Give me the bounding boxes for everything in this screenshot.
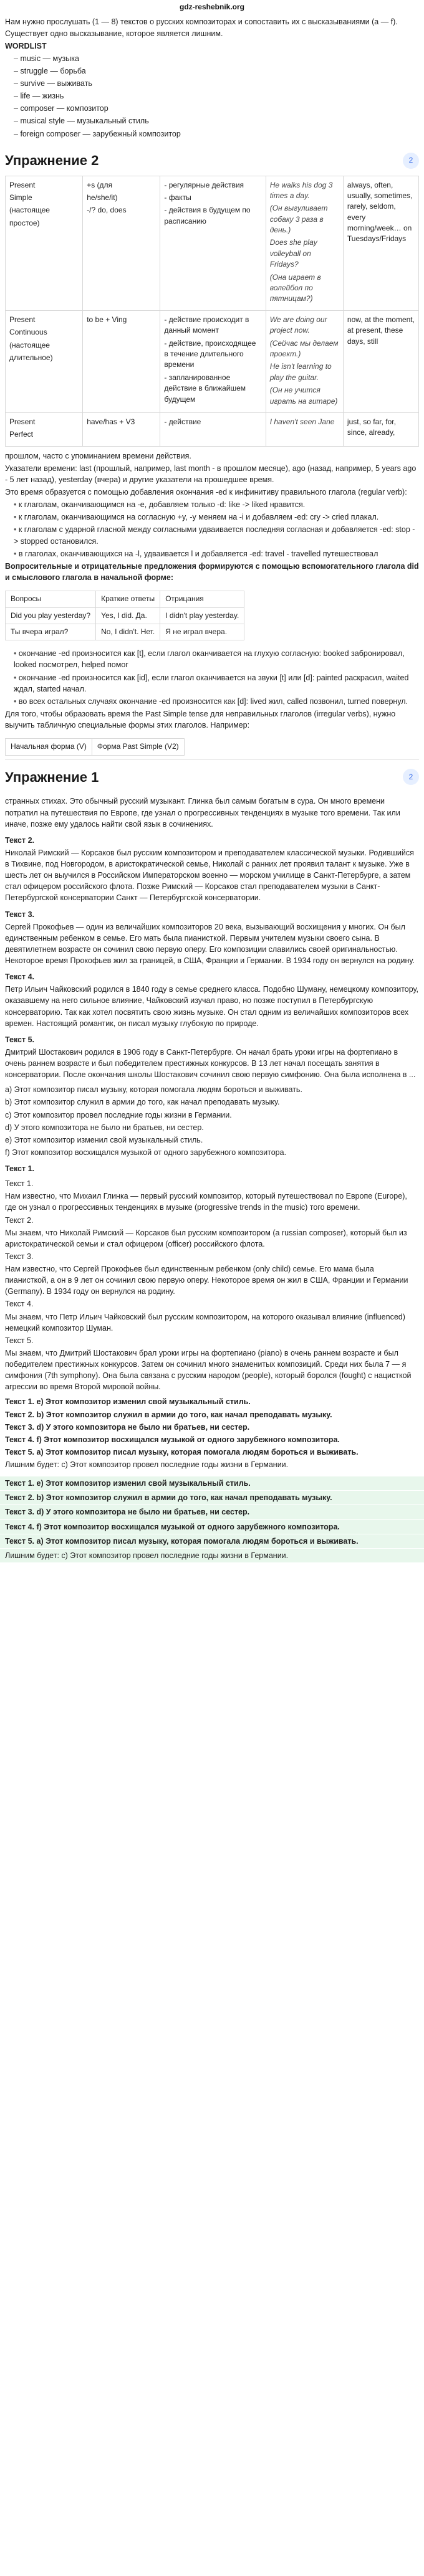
word-item: – foreign composer — зарубежный композитор — [14, 128, 419, 140]
example-cell — [266, 310, 343, 412]
cell-line: Does she play volleyball on Fridays? — [269, 238, 317, 269]
table-cell: I didn't play yesterday. — [160, 607, 244, 624]
cell-line: (настоящее — [9, 206, 50, 215]
table-row — [6, 176, 419, 310]
questions-text: Вопросительные и отрицательные предложения формируются с помощью вспомогательного глагола did и смыслового глагола в начальной форме: — [5, 561, 419, 582]
text-label: Текст 1. — [5, 1164, 35, 1174]
usage-cell — [160, 412, 266, 446]
text-label: Текст 3. — [5, 910, 35, 919]
formation-text: Это время образуется с помощью добавления окончания -ed к инфинитиву правильного глагола (regular verb): — [5, 488, 407, 497]
cell-line: Present — [9, 180, 36, 189]
text-body: Мы знаем, что Николай Римский — Корсаков был русским композитором (a russian composer), который был из аристократической семьи и стал офицером (officer) российского флота. — [5, 1228, 407, 1248]
cell-line: - регулярные действия — [164, 180, 244, 189]
list-item: • к глаголам, оканчивающимся на -e, добавляем только -d: like -> liked нравится. — [14, 499, 419, 510]
pronunciation-section — [0, 644, 424, 734]
table-row — [6, 739, 185, 755]
cell-line: - действие, происходящее в течение длительного времени — [164, 338, 256, 369]
usage-cell — [160, 176, 266, 310]
table-header: Вопросы — [6, 591, 96, 607]
cell-line: -/? do, does — [87, 206, 127, 215]
form-cell — [83, 176, 160, 310]
table-row — [6, 591, 244, 607]
word-item: – music — музыка — [14, 53, 419, 64]
cell-line: Present — [9, 315, 36, 324]
cell-line: He isn't learning to play the guitar. — [269, 362, 332, 382]
text-body: Петр Ильич Чайковский родился в 1840 году в семье среднего класса. Подобно Шуману, немецкому композитору, оказавшему на него сильное влияние, Чайковский изучал право, но позже поступил в Петербургскую консерваторию. Так как хотел посвятить свою жизнь музыке. Он стал одним из величайших композиторов всех времен. Настоящий романтик, он писал музыку глубокую по природе. — [5, 985, 419, 1028]
answer-line: Текст 4. f) Этот композитор восхищался музыкой от одного зарубежного композитора. — [0, 1520, 424, 1534]
text-label: Текст 5. — [5, 1336, 34, 1345]
cell-line: - действие происходит в данный момент — [164, 315, 249, 335]
cell-line: now, at the moment, at present, these days, still — [347, 315, 415, 346]
markers-cell — [343, 310, 418, 412]
cell-line: +s (для — [87, 180, 113, 189]
list-item: • окончание -ed произносится как [id], если глагол оканчивается на звуки [t] или [d]: painted раскрасил, waited ждал, started начал. — [14, 672, 419, 695]
cell-line: - действия в будущем по расписанию — [164, 206, 251, 226]
cell-line: have/has + V3 — [87, 417, 135, 426]
text-label: Текст 3. — [5, 1252, 34, 1261]
table-header: Отрицания — [160, 591, 244, 607]
text-body: Мы знаем, что Петр Ильич Чайковский был русским композитором, на которого оказывал влияние (influenced) немецкий композитор Шуман. — [5, 1312, 405, 1333]
overlap-text: странных стихах. Это обычный русский музыкант. Глинка был самым богатым в сура. Он много времени потратил на путешествия по Европе, где узнал о прогрессивных тенденциях в музыке того времени. Так или иначе, позже ему удалось найти свой язык в сочинениях. — [5, 797, 400, 829]
tense-cell — [6, 310, 83, 412]
cell-line: I haven't seen Jane — [269, 417, 335, 426]
statement: b) Этот композитор служил в армии до того, как начал преподавать музыку. — [5, 1098, 280, 1107]
extra-statement: Лишним будет: c) Этот композитор провел последние годы жизни в Германии. — [0, 1549, 424, 1562]
extra-statement: Лишним будет: c) Этот композитор провел последние годы жизни в Германии. — [5, 1460, 289, 1470]
table-cell: Я не играл вчера. — [160, 624, 244, 640]
watermark: gdz-reshebnik.org — [179, 2, 244, 11]
tense-cell — [6, 412, 83, 446]
tenses-table — [5, 176, 419, 447]
cell-line: (Он не учится играть на гитаре) — [269, 386, 338, 406]
word-item: – life — жизнь — [14, 90, 419, 102]
cell-line: to be + Ving — [87, 315, 127, 324]
exercise1-title: Упражнение 1 — [5, 769, 99, 785]
answer-line: Текст 5. a) Этот композитор писал музыку, которая помогала людям бороться и выживать. — [0, 1534, 424, 1548]
cell-line: Continuous — [9, 328, 47, 337]
explanations — [5, 1178, 419, 1392]
statement: f) Этот композитор восхищался музыкой от одного зарубежного композитора. — [5, 1148, 287, 1157]
answer-line: Текст 1. e) Этот композитор изменил свой музыкальный стиль. — [5, 1397, 251, 1407]
word-item: – struggle — борьба — [14, 65, 419, 77]
text-label: Текст 5. — [5, 1035, 35, 1044]
markers-cell — [343, 176, 418, 310]
answers-block-2 — [0, 1476, 424, 1562]
list-item: • в глаголах, оканчивающихся на -l, удваивается l и добавляется -ed: travel - travelled путешествовал — [14, 548, 419, 559]
table-header: Форма Past Simple (V2) — [92, 739, 184, 755]
word-item: – musical style — музыкальный стиль — [14, 115, 419, 126]
tense-cell — [6, 176, 83, 310]
example-cell — [266, 176, 343, 310]
cell-line: - факты — [164, 192, 191, 202]
answers-block-1 — [5, 1396, 419, 1470]
cell-line: he/she/it) — [87, 192, 118, 202]
text-body: Мы знаем, что Дмитрий Шостакович брал уроки игры на фортепиано (piano) в очень раннем возрасте и был победителем престижных конкурсов. Затем он сочинил много знаменитых композиций. Среди них была 7 — я симфония (7th symphony). Она была связана с русским народом (people), который боролся (fought) с нацисткой агрессии во время Второй мировой войны. — [5, 1348, 412, 1392]
word-item: – survive — выживать — [14, 78, 419, 89]
list-item: • к глаголам с ударной гласной между согласными удваивается последняя согласная и добавляется -ed: stop -> stopped остановился. — [14, 524, 419, 546]
exercise2-badge[interactable]: 2 — [403, 153, 419, 169]
list-item: • к глаголам, оканчивающимся на согласную +y, -y меняем на -i и добавляем -ed: cry -> cried плакал. — [14, 511, 419, 523]
answer-line: Текст 2. b) Этот композитор служил в армии до того, как начал преподавать музыку. — [5, 1410, 332, 1419]
wordlist-title: WORDLIST — [5, 41, 47, 50]
exercise1-badge[interactable]: 2 — [403, 769, 419, 785]
cell-line: He walks his dog 3 times a day. — [269, 180, 333, 200]
text-body: Нам известно, что Михаил Глинка — первый русский композитор, который путешествовал по Европе (Europe), где он узнал о прогрессивных тенденциях в музыке (progressive trends in the music) того времени. — [5, 1192, 407, 1212]
form-cell — [83, 310, 160, 412]
text-body: Нам известно, что Сергей Прокофьев был единственным ребенком (only child) семье. Его мама была пианисткой, а он в 9 лет он сочинил свою первую оперу. Некоторое время он жил в США, Франции и Германии (Germany). В 1934 году он вернулся на родину. — [5, 1265, 408, 1296]
exercise2-header — [0, 143, 424, 176]
table-row — [6, 607, 244, 624]
text-body: Сергей Прокофьев — один из величайших композиторов 20 века, вызывающий восхищения у многих. Он был единственным ребенком в семье. Его мать была пианисткой. Первым учителем музыки своего сына. В девятилетнем возрасте он сочинил свою первую оперу. Его композиции славились своей оригинальностью. Некоторое время Прокофьев жил за границей, в США, Франции и Германии. В 1934 году он вернулся на родину. — [5, 922, 415, 966]
pronunciation-list — [5, 648, 419, 707]
statement: c) Этот композитор провел последние годы жизни в Германии. — [5, 1110, 232, 1119]
wordlist — [5, 53, 419, 140]
cell-line: - действие — [164, 417, 201, 426]
text-label: Текст 2. — [5, 835, 35, 845]
statement: a) Этот композитор писал музыку, которая помогала людям бороться и выживать. — [5, 1085, 302, 1095]
continued-text: прошлом, часто с упоминанием времени действия. — [5, 451, 191, 460]
answer-line: Текст 1. e) Этот композитор изменил свой музыкальный стиль. — [0, 1476, 424, 1490]
table-cell: No, I didn't. Нет. — [96, 624, 160, 640]
past-markers: Указатели времени: last (прошлый, например, last month - в прошлом месяце), ago (назад, например, 5 years ago - 5 лет назад), yesterday (вчера) и другие указатели на прошедшее время. — [5, 463, 417, 484]
cell-line: длительное) — [9, 353, 53, 362]
statement: d) У этого композитора не было ни братьев, ни сестер. — [5, 1123, 204, 1132]
exercise1-body — [0, 792, 424, 1474]
answer-line: Текст 4. f) Этот композитор восхищался музыкой от одного зарубежного композитора. — [5, 1435, 340, 1444]
text-label: Текст 4. — [5, 1300, 34, 1309]
table-cell: Yes, I did. Да. — [96, 607, 160, 624]
table-row — [6, 412, 419, 446]
markers-cell — [343, 412, 418, 446]
cell-line: (Он выгуливает собаку 3 раза в день.) — [269, 204, 328, 235]
table-header: Начальная форма (V) — [6, 739, 92, 755]
irregular-table — [5, 738, 185, 755]
statements — [5, 1084, 419, 1158]
table-cell: Ты вчера играл? — [6, 624, 96, 640]
intro-text: Нам нужно прослушать (1 — 8) текстов о русских композиторах и сопоставить их с высказываниями (a — f). Существует одно высказывание, которое является лишним. — [5, 17, 398, 38]
cell-line: just, so far, for, since, already, — [347, 417, 396, 437]
word-item: – composer — композитор — [14, 103, 419, 114]
table-row — [6, 310, 419, 412]
cell-line: always, often, usually, sometimes, rarely, seldom, every morning/week… on Tuesdays/Fridays — [347, 180, 413, 244]
list-item: • во всех остальных случаях окончание -ed произносится как [d]: lived жил, called позвонил, turned повернул. — [14, 696, 419, 707]
cell-line: (настоящее — [9, 340, 50, 349]
cell-line: (Она играет в волейбол по пятницам?) — [269, 272, 321, 303]
cell-line: простое) — [9, 218, 40, 227]
usage-cell — [160, 310, 266, 412]
form-cell — [83, 412, 160, 446]
table-header: Краткие ответы — [96, 591, 160, 607]
text-label: Текст 1. — [5, 1179, 34, 1189]
table-row — [6, 624, 244, 640]
intro-section — [0, 12, 424, 143]
text-label: Текст 2. — [5, 1215, 34, 1225]
list-item: • окончание -ed произносится как [t], если глагол оканчивается на глухую согласную: booked забронировал, looked посмотрел, helped помог — [14, 648, 419, 670]
top-watermark — [0, 0, 424, 12]
rules-list — [5, 499, 419, 559]
text-body: Дмитрий Шостакович родился в 1906 году в Санкт-Петербурге. Он начал брать уроки игры на фортепиано в очень раннем возрасте и был победителем престижных конкурсов. В 13 лет начал посещать занятия в консерватории. После окончания школы Шостакович сочинил свою первую симфонию. Она была исполнена в ... — [5, 1047, 416, 1080]
exercise1-header — [0, 760, 424, 792]
questions-table — [5, 591, 244, 640]
answer-line: Текст 2. b) Этот композитор служил в армии до того, как начал преподавать музыку. — [0, 1491, 424, 1504]
example-cell — [266, 412, 343, 446]
irregular-text: Для того, чтобы образовать время the Past Simple tense для неправильных глаголов (irregular verbs), нужно выучить табличную специальные формы этих глаголов. Например: — [5, 709, 396, 730]
answer-line: Текст 5. a) Этот композитор писал музыку, которая помогала людям бороться и выживать. — [5, 1447, 359, 1457]
cell-line: Perfect — [9, 430, 34, 439]
past-simple-section — [0, 447, 424, 587]
exercise2-title: Упражнение 2 — [5, 152, 99, 168]
cell-line: Present — [9, 417, 36, 426]
cell-line: - запланированное действие в ближайшем будущем — [164, 373, 246, 404]
statement: e) Этот композитор изменил свой музыкальный стиль. — [5, 1135, 203, 1144]
text-body: Николай Римский — Корсаков был русским композитором и преподавателем классической музыки. Родившийся в Тихвине, под Новгородом, в аристократической семье, Николай с ранних лет проявил талант к музыке. Уже в шесть лет он выучился в Российском Императорском военно — морском училище в Санкт-Петербурге, а затем стал офицером российского флота. Позже Римский — Корсаков стал преподавателем музыки в Санкт-Петербургской консерватории Санкт — Петербургской консерватории. — [5, 848, 414, 903]
cell-line: Simple — [9, 192, 32, 202]
cell-line: We are doing our project now. — [269, 315, 327, 335]
cell-line: (Сейчас мы делаем проект.) — [269, 338, 339, 358]
answer-line: Текст 3. d) У этого композитора не было ни братьев, ни сестер. — [0, 1505, 424, 1519]
text-label: Текст 4. — [5, 972, 35, 982]
answer-line: Текст 3. d) У этого композитора не было ни братьев, ни сестер. — [5, 1422, 250, 1432]
table-cell: Did you play yesterday? — [6, 607, 96, 624]
